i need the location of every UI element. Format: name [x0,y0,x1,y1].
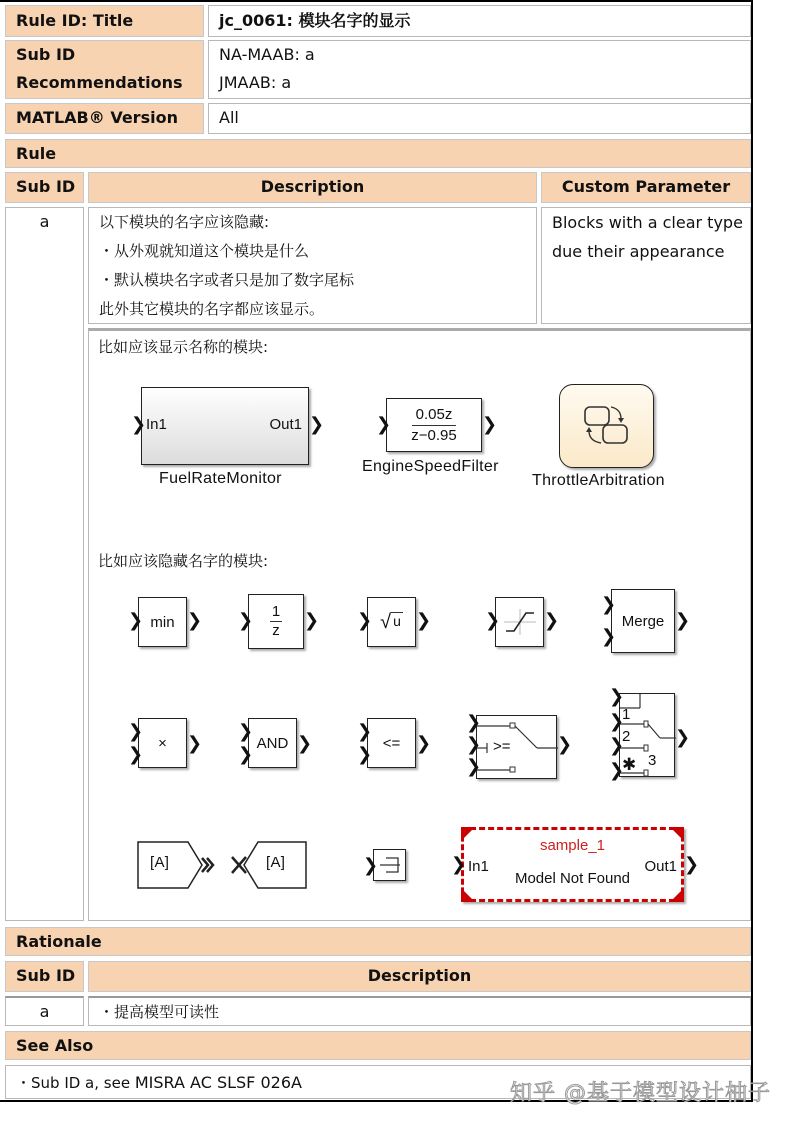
output-port-icon: ❯ [544,610,560,631]
rule-col-custom-parameter: Custom Parameter [541,172,751,203]
chart-name-label: ThrottleArbitration [532,472,665,489]
output-port-icon: ❯ [187,733,203,754]
see-also-prefix: ・Sub ID a, see [16,1074,135,1092]
relational-operator-block[interactable]: <= [367,718,416,768]
model-ref-in-port: In1 [468,858,489,875]
output-port-icon: ❯ [187,610,203,631]
corner-marker [670,888,684,902]
multiport-label-2: 2 [622,728,631,745]
input-port-icon: ❯ [357,744,373,765]
input-port-icon: ❯ [609,735,625,756]
goto-tag-label: [A] [150,854,170,871]
rule-row-sub-id: a [5,207,84,921]
description-line: ・从外观就知道这个模块是什么 [99,242,310,260]
multiport-default-icon: ✱ [622,755,637,774]
input-port-icon: ❯ [128,721,144,742]
output-port-icon: ❯ [304,610,320,631]
subsystem-block[interactable] [141,387,309,465]
sub-id-recommendations-value [208,40,751,99]
watermark: 知乎 @基于模型设计柚子 [510,1081,771,1106]
see-also-reference-link[interactable]: MISRA AC SLSF 026A [134,1073,302,1092]
na-maab-value: NA-MAAB: a [219,45,315,64]
switch-criteria-label: >= [493,738,511,755]
matlab-version-value: All [208,103,751,134]
input-port-icon: ❯ [357,610,373,631]
input-port-icon: ❯ [131,414,147,435]
bus-selector-icon [378,855,402,875]
unit-delay-numerator: 1 [271,603,281,620]
transfer-fcn-name-label: EngineSpeedFilter [362,458,499,475]
input-port-icon: ❯ [238,721,254,742]
saturation-block[interactable] [495,597,544,647]
sqrt-icon: √ [380,610,392,633]
transfer-fcn-numerator: 0.05z [412,405,457,426]
input-port-icon: ❯ [601,626,617,647]
switch-icon [477,716,558,780]
multiport-switch-block[interactable] [619,693,675,777]
sqrt-operand: u [393,612,401,629]
jmaab-value: JMAAB: a [219,73,292,92]
sqrt-block[interactable] [367,597,416,647]
subsystem-in-port-label: In1 [146,416,167,433]
switch-block[interactable] [476,715,557,779]
input-port-icon: ❯ [363,855,379,876]
input-port-icon: ❯ [485,610,501,631]
rule-description-cell [88,207,537,324]
unit-delay-denominator: z [272,622,280,639]
output-port-icon: ❯ [416,733,432,754]
saturation-icon [502,607,538,637]
model-reference-block[interactable] [461,827,684,902]
model-ref-name: sample_1 [539,837,606,854]
transfer-fcn-block[interactable] [386,398,482,452]
output-port-icon: ❯ [297,733,313,754]
output-port-icon: ❯ [482,414,498,435]
output-port-icon: ❯ [416,610,432,631]
input-port-icon: ❯ [357,721,373,742]
sub-id-label-line1: Sub ID [16,45,76,64]
input-port-icon: ❯ [128,610,144,631]
merge-block[interactable]: Merge [611,589,675,653]
input-port-icon: ❯ [238,610,254,631]
output-port-icon: ❯ [675,610,691,631]
output-port-icon: ❯ [557,734,573,755]
hide-name-caption: 比如应该隐藏名字的模块: [98,552,269,570]
custom-parameter-cell [541,207,751,324]
chart-states-icon [577,401,637,451]
custom-parameter-line: Blocks with a clear type [552,213,743,232]
model-ref-out-port: Out1 [644,858,677,875]
description-line: ・默认模块名字或者只是加了数字尾标 [99,271,355,289]
rationale-row-sub-id: a [5,996,84,1026]
input-port-icon: ❯ [466,756,482,777]
custom-parameter-line: due their appearance [552,242,725,261]
input-port-icon: ❯ [601,594,617,615]
from-tag-label: [A] [266,854,286,871]
rule-section-header: Rule [5,139,751,168]
rule-col-description: Description [88,172,537,203]
description-line: 此外其它模块的名字都应该显示。 [99,300,325,318]
rule-id-value: jc_0061: 模块名字的显示 [208,5,751,37]
logical-operator-block[interactable]: AND [248,718,297,768]
rule-id-label: Rule ID: Title [5,5,204,37]
subsystem-name-label: FuelRateMonitor [159,470,282,487]
input-port-icon: ❯ [466,712,482,733]
goto-block[interactable] [136,840,216,890]
rationale-col-description: Description [88,961,751,992]
output-port-icon: ❯ [684,854,700,875]
output-port-icon: ❯ [309,414,325,435]
rationale-section-header: Rationale [5,927,751,956]
input-port-icon: ❯ [451,854,467,875]
input-port-icon: ❯ [466,734,482,755]
transfer-fcn-denominator: z−0.95 [411,426,457,444]
sub-id-recommendations-label [5,40,204,99]
input-port-icon: ❯ [238,744,254,765]
output-port-icon: ❯ [675,727,691,748]
input-port-icon: ❯ [376,414,392,435]
input-port-icon: ❯ [609,760,625,781]
unit-delay-block[interactable] [248,594,304,649]
multiport-label-1: 1 [622,706,631,723]
stateflow-chart-block[interactable] [559,384,654,468]
multiport-label-3: 3 [648,752,657,769]
model-ref-status: Model Not Found [514,870,631,887]
subsystem-out-port-label: Out1 [269,416,302,433]
input-port-icon: ❯ [128,744,144,765]
product-block[interactable]: × [138,718,187,768]
matlab-version-label: MATLAB® Version [5,103,204,134]
input-port-icon: ❯ [609,711,625,732]
corner-marker [461,888,475,902]
input-port-icon: ❯ [609,686,625,707]
description-line: 以下模块的名字应该隐藏: [99,213,270,231]
minmax-block[interactable]: min [138,597,187,647]
rule-col-sub-id: Sub ID [5,172,84,203]
rationale-col-sub-id: Sub ID [5,961,84,992]
see-also-section-header: See Also [5,1031,751,1060]
rationale-row-description: ・提高模型可读性 [88,996,751,1026]
show-name-caption: 比如应该显示名称的模块: [98,338,269,356]
sub-id-label-line2: Recommendations [16,73,183,92]
